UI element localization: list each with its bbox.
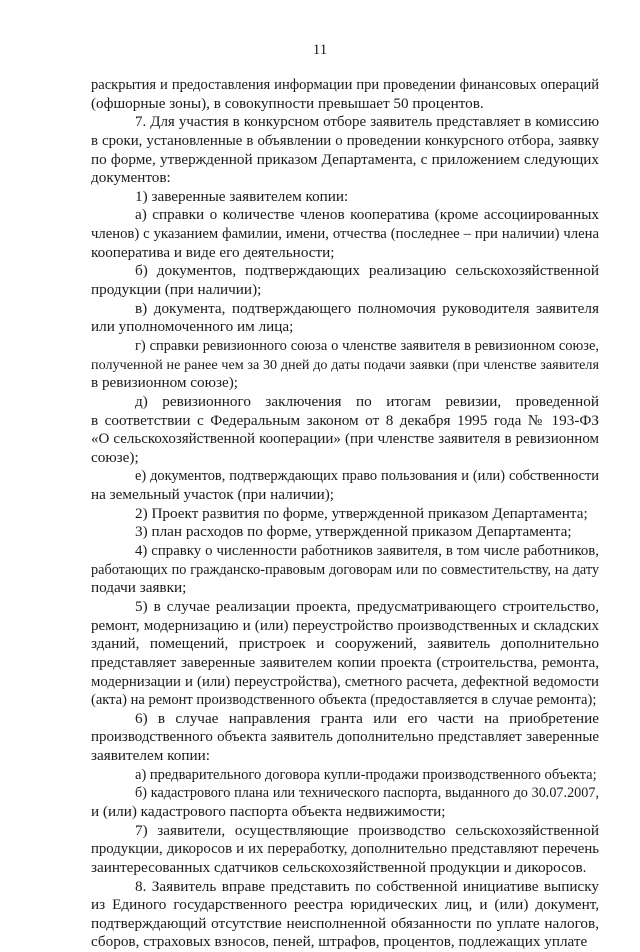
paragraph bbox=[91, 113, 599, 188]
text-line: раскрытия и предоставления информации при проведении финансовых операций bbox=[91, 77, 599, 93]
text-line: б) кадастрового плана или технического паспорта, выданного до 30.07.2007, bbox=[135, 785, 599, 802]
document-body bbox=[91, 76, 599, 952]
paragraph bbox=[91, 188, 599, 207]
text-line: 7. Для участия в конкурсном отборе заявитель представляет в комиссию bbox=[135, 114, 599, 131]
text-line: (офшорные зоны), в совокупности превышает 50 процентов. bbox=[91, 94, 484, 112]
text-line: е) документов, подтверждающих право пользования и (или) собственности bbox=[135, 468, 599, 485]
paragraph bbox=[91, 262, 599, 299]
text-line: 1) заверенные заявителем копии: bbox=[135, 187, 349, 205]
text-line: «О сельскохозяйственной кооперации» (при членстве заявителя в ревизионном bbox=[91, 431, 599, 448]
text-line: 6) в случае направления гранта или его части на приобретение bbox=[135, 709, 599, 727]
text-line: 7) заявители, осуществляющие производство сельскохозяйственной bbox=[135, 821, 599, 839]
paragraph bbox=[91, 300, 599, 337]
paragraph bbox=[91, 598, 599, 710]
text-line: кооператива и виде его деятельности; bbox=[91, 243, 335, 261]
text-line: союзе); bbox=[91, 448, 139, 466]
text-line: документов: bbox=[91, 169, 171, 187]
paragraph bbox=[91, 337, 599, 393]
text-line: 4) справку о численности работников заявителя, в том числе работников, bbox=[135, 543, 599, 560]
text-line: в) документа, подтверждающего полномочия руководителя заявителя bbox=[135, 299, 599, 317]
paragraph bbox=[91, 878, 599, 952]
paragraph bbox=[91, 467, 599, 504]
text-line: представляет заверенные заявителем копии проекта (строительства, ремонта, bbox=[91, 653, 599, 671]
text-line: из Единого государственного реестра юридических лиц, и (или) документ, bbox=[91, 896, 599, 914]
paragraph bbox=[91, 784, 599, 821]
text-line: подачи заявки; bbox=[91, 579, 187, 597]
paragraph bbox=[91, 710, 599, 766]
paragraph bbox=[91, 76, 599, 113]
paragraph bbox=[91, 766, 599, 785]
paragraph bbox=[91, 523, 599, 542]
text-line: сборов, страховых взносов, пеней, штрафов, процентов, подлежащих уплате bbox=[91, 933, 588, 951]
text-line: а) предварительного договора купли-продажи производственного объекта; bbox=[135, 766, 597, 783]
text-line: зданий, помещений, пристроек и сооружений, заявитель дополнительно bbox=[91, 635, 599, 653]
page-number: 11 bbox=[312, 42, 328, 58]
text-line: а) справки о количестве членов кооператива (кроме ассоциированных bbox=[135, 206, 599, 224]
text-line: продукции, дикоросов и их переработку, дополнительно представляют перечень bbox=[91, 841, 599, 858]
text-line: заинтересованных сдатчиков сельскохозяйственной продукции и дикоросов. bbox=[91, 858, 587, 876]
text-line: работающих по гражданско-правовым договорам или по совместительству, на дату bbox=[91, 561, 599, 578]
text-line: продукции (при наличии); bbox=[91, 281, 262, 299]
text-line: ремонт, модернизацию и (или) переустройство производственных и складских bbox=[91, 617, 599, 634]
text-line: (акта) на ремонт производственного объекта (предоставляется в случае ремонта); bbox=[91, 692, 597, 709]
text-line: производственного объекта заявитель дополнительно представляет заверенные bbox=[91, 729, 599, 746]
paragraph bbox=[91, 393, 599, 468]
text-line: 8. Заявитель вправе представить по собственной инициативе выписку bbox=[135, 877, 599, 895]
text-line: в ревизионном союзе); bbox=[91, 374, 238, 392]
text-line: д) ревизионного заключения по итогам ревизии, проведенной bbox=[135, 392, 599, 410]
text-line: в соответствии с Федеральным законом от 8 декабря 1995 года № 193-ФЗ bbox=[91, 411, 599, 429]
text-line: в сроки, установленные в объявлении о проведении конкурсного отбора, заявку bbox=[91, 132, 599, 149]
text-line: 5) в случае реализации проекта, предусматривающего строительство, bbox=[135, 597, 599, 615]
paragraph bbox=[91, 206, 599, 262]
text-line: полученной не ранее чем за 30 дней до даты подачи заявки (при членстве заявителя bbox=[91, 356, 599, 373]
text-line: г) справки ревизионного союза о членстве заявителя в ревизионном союзе, bbox=[135, 337, 599, 354]
text-line: подтверждающий отсутствие неисполненной обязанности по уплате налогов, bbox=[91, 914, 599, 932]
text-line: и (или) кадастрового паспорта объекта недвижимости; bbox=[91, 802, 446, 820]
text-line: по форме, утвержденной приказом Департамента, с приложением следующих bbox=[91, 150, 599, 168]
text-line: б) документов, подтверждающих реализацию сельскохозяйственной bbox=[135, 262, 599, 280]
text-line: членов) с указанием фамилии, имени, отчества (последнее – при наличии) члена bbox=[91, 226, 599, 243]
text-line: 2) Проект развития по форме, утвержденной приказом Департамента; bbox=[135, 504, 588, 522]
text-line: 3) план расходов по форме, утвержденной приказом Департамента; bbox=[135, 523, 572, 541]
paragraph bbox=[91, 822, 599, 878]
text-line: или уполномоченного им лица; bbox=[91, 318, 294, 336]
text-line: на земельный участок (при наличии); bbox=[91, 486, 335, 504]
paragraph bbox=[91, 505, 599, 524]
paragraph bbox=[91, 542, 599, 598]
text-line: заявителем копии: bbox=[91, 747, 210, 765]
text-line: модернизации и (или) переустройства), сметного расчета, дефектной ведомости bbox=[91, 673, 599, 690]
